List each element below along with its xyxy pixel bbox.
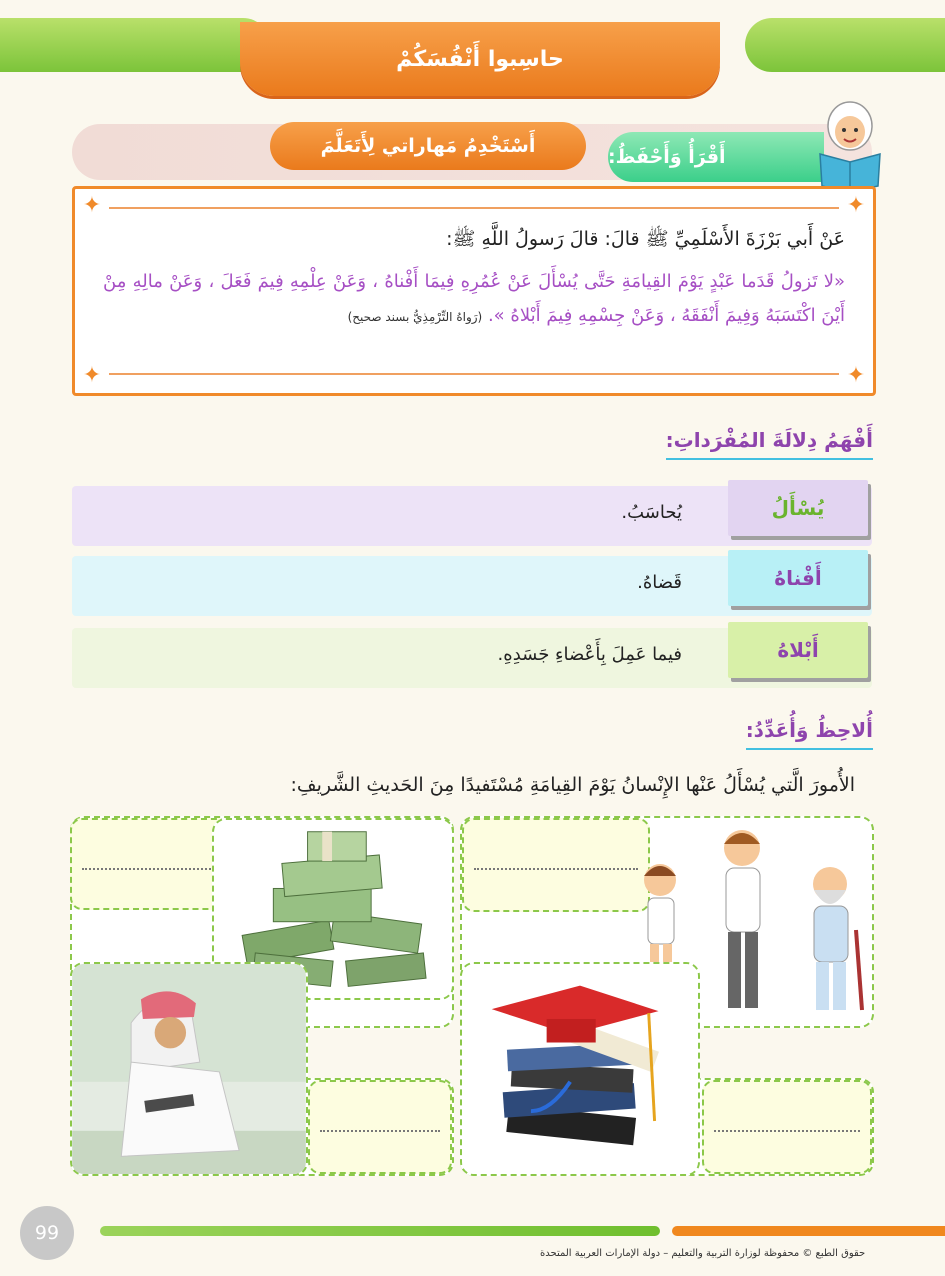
header-band-left (0, 18, 270, 72)
corner-ornament-icon: ✦ (846, 193, 866, 218)
footer-bar (100, 1226, 660, 1236)
vocab-row (72, 486, 872, 546)
read-memorize-tab: أَقْرَأُ وَأَحْفَظُ: (608, 132, 824, 182)
graduation-books-image (460, 962, 700, 1176)
answer-line (82, 868, 218, 870)
reading-boy-icon (812, 96, 888, 192)
vocab-definition: فيما عَمِلَ بِأَعْضاءِ جَسَدِهِ. (497, 644, 682, 665)
header-band-right (745, 18, 945, 72)
hadith-box (72, 186, 876, 396)
answer-box[interactable] (308, 1080, 452, 1174)
corner-ornament-icon: ✦ (82, 193, 102, 218)
hadith-source: (رَواهُ التِّرْمِذِيُّ بسند صحيح) (347, 310, 483, 324)
vocab-definition: يُحاسَبُ. (621, 502, 682, 523)
man-reading-image (70, 962, 308, 1176)
vocab-word: أَفْناهُ (728, 550, 868, 606)
answer-line (320, 1130, 440, 1132)
vocab-row (72, 556, 872, 616)
vocab-word: يُسْأَلُ (728, 480, 868, 536)
answer-box[interactable] (702, 1080, 872, 1174)
skills-tab: أَسْتَخْدِمُ مَهاراتي لِأَتَعَلَّمَ (270, 122, 586, 170)
answer-line (714, 1130, 860, 1132)
vocab-heading: أَفْهَمُ دِلالَةَ المُفْرَداتِ: (666, 428, 873, 460)
answer-line (474, 868, 638, 870)
answer-box[interactable] (462, 818, 650, 912)
page-number: 99 (20, 1206, 74, 1260)
copyright-notice: حقوق الطبع © محفوظة لوزارة التربية والتعليم – دولة الإمارات العربية المتحدة (540, 1248, 866, 1259)
hadith-text (103, 265, 845, 334)
activity-heading: أُلاحِظُ وَأُعَدِّدُ: (746, 718, 873, 750)
hadith-intro: عَنْ أَبي بَرْزَةَ الأَسْلَمِيِّ ﷺ قالَ: قالَ رَسولُ اللَّهِ ﷺ: (446, 228, 845, 250)
corner-ornament-icon: ✦ (82, 363, 102, 388)
hadith-body: «لا تَزولُ قَدَما عَبْدٍ يَوْمَ القِيامَةِ حَتَّى يُسْأَلَ عَنْ عُمُرِهِ فِيمَا أَفْناهُ ، وَعَنْ عِلْمِهِ فِيمَ فَعَلَ ، وَعَنْ مالِهِ مِنْ أَيْنَ اكْتَسَبَهُ وَفِيمَ أَنْفَقَهُ ، وَعَنْ جِسْمِهِ فِيمَ أَبْلاهُ ». (103, 271, 845, 326)
footer-bar-accent (672, 1226, 945, 1236)
activity-question: الأُمورَ الَّتي يُسْأَلُ عَنْها الإِنْسانُ يَوْمَ القِيامَةِ مُسْتَفيدًا مِنَ الحَديثِ الشَّريفِ: (290, 774, 855, 796)
answer-box[interactable] (70, 818, 230, 910)
vocab-row (72, 628, 872, 688)
page-title: حاسِبوا أَنْفُسَكُمْ (240, 22, 720, 96)
corner-ornament-icon: ✦ (846, 363, 866, 388)
vocab-definition: قَضاهُ. (637, 572, 682, 593)
vocab-word: أَبْلاهُ (728, 622, 868, 678)
